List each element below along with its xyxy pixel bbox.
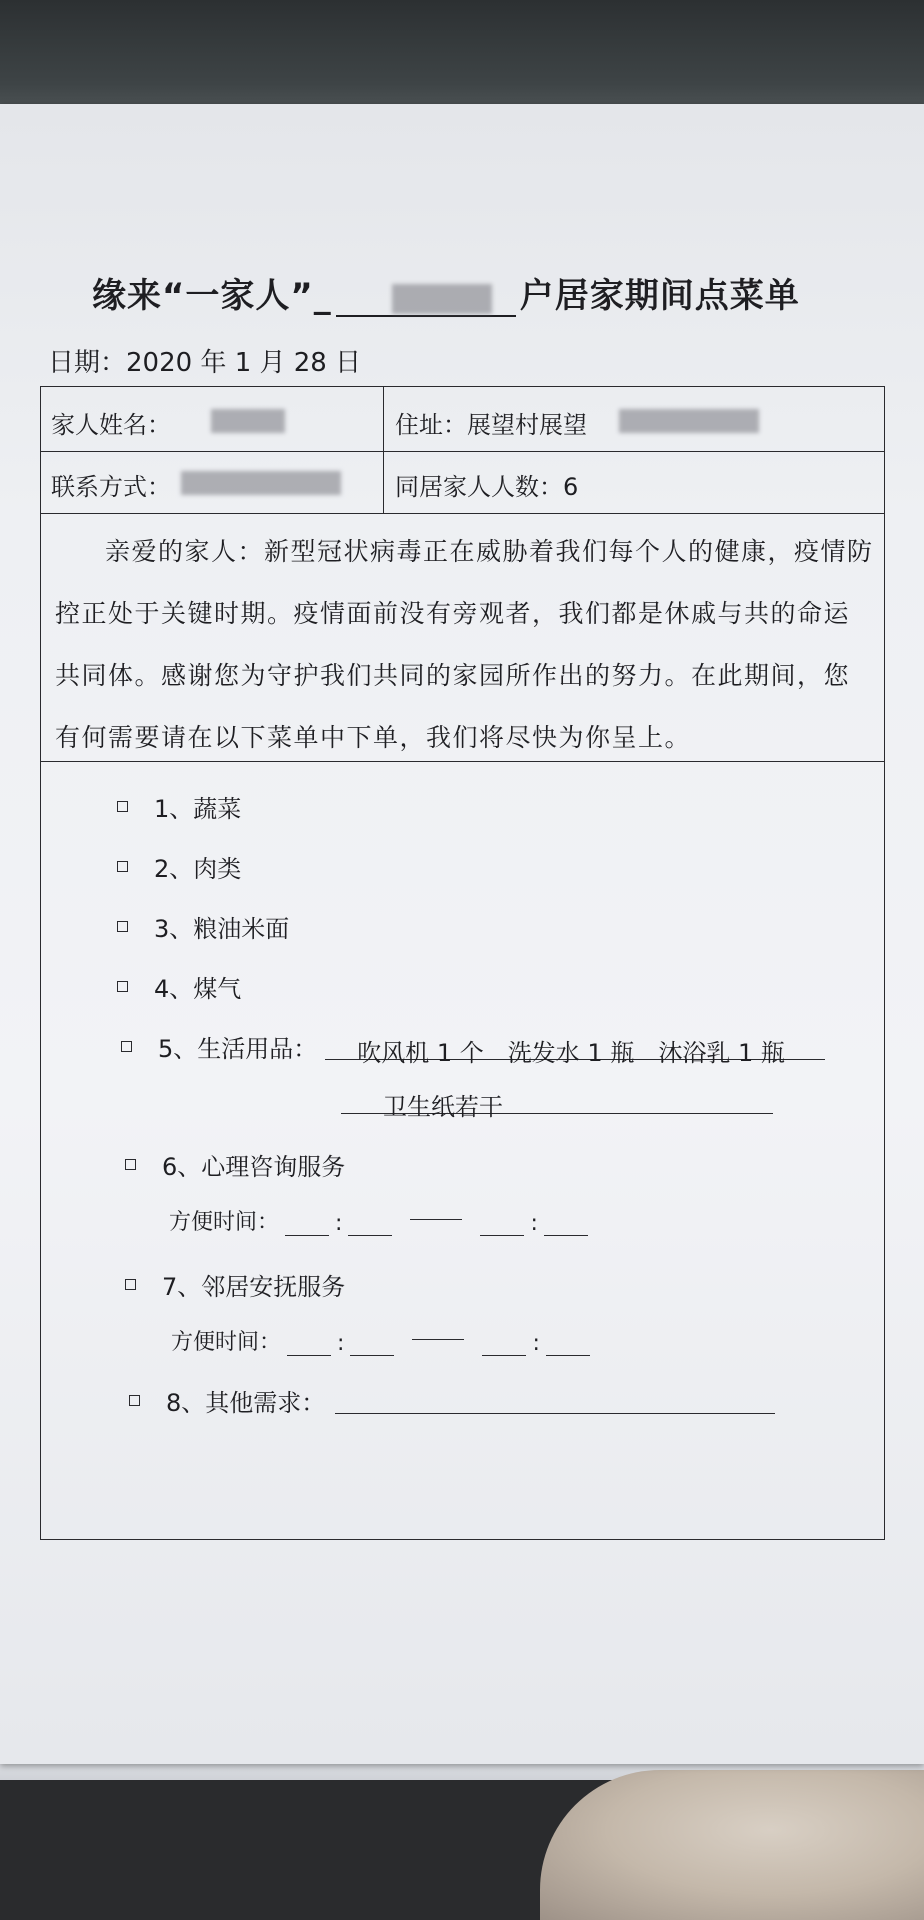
address-label: 住址：展望村展望	[395, 411, 587, 439]
time-row-counseling: 方便时间： : :	[169, 1205, 594, 1236]
background-top	[0, 0, 924, 120]
row-divider	[41, 513, 884, 514]
daily-goods-line-2: 卫生纸若干	[341, 1087, 773, 1114]
sweater-fabric	[540, 1770, 924, 1920]
item-other-needs[interactable]	[129, 1383, 775, 1418]
item-gas[interactable]	[117, 969, 241, 1004]
item-vegetables[interactable]	[117, 789, 241, 824]
item-meat[interactable]	[117, 849, 241, 884]
item-daily-goods[interactable]	[121, 1029, 825, 1067]
item-grain-oil[interactable]	[117, 909, 289, 944]
time-row-comfort: 方便时间： : :	[171, 1325, 596, 1356]
item-label: 2、肉类	[154, 855, 242, 883]
column-divider	[383, 387, 384, 513]
item-label: 8、其他需求：	[166, 1389, 326, 1417]
item-label: 1、蔬菜	[154, 795, 242, 823]
address-redaction	[619, 409, 759, 433]
row-divider	[41, 451, 884, 452]
intro-paragraph	[55, 521, 875, 769]
intro-text: 亲爱的家人：新型冠状病毒正在威胁着我们每个人的健康，疫情防控正处于关键时期。疫情面前没有旁观者，我们都是休戚与共的命运共同体。感谢您为守护我们共同的家园所作出的努力。在此期间，您有何需要请在以下菜单中下单，我们将尽快为你呈上。	[55, 537, 874, 752]
date-line: 日期：2020 年 1 月 28 日	[48, 348, 362, 378]
other-needs-line[interactable]	[335, 1387, 775, 1414]
item-label: 7、邻居安抚服务	[162, 1273, 346, 1301]
form-title	[92, 268, 892, 317]
item-psych-counseling[interactable]	[125, 1147, 345, 1182]
time-label: 方便时间：	[171, 1330, 282, 1355]
daily-goods-line-1: 吹风机 1 个 洗发水 1 瓶 沐浴乳 1 瓶	[325, 1033, 825, 1060]
item-label: 6、心理咨询服务	[162, 1153, 346, 1181]
contact-label: 联系方式：	[51, 473, 171, 501]
redaction-mark	[392, 284, 492, 314]
daily-goods-line-2-wrap	[341, 1087, 773, 1121]
household-count: 同居家人人数：6	[395, 473, 579, 501]
order-form-table	[40, 386, 885, 1540]
name-label: 家人姓名：	[51, 411, 171, 439]
item-label: 5、生活用品：	[158, 1035, 318, 1063]
checkbox[interactable]	[121, 1041, 132, 1052]
title-suffix: 户居家期间点菜单	[519, 276, 800, 316]
item-label: 4、煤气	[154, 975, 242, 1003]
checkbox[interactable]	[117, 801, 128, 812]
checkbox[interactable]	[125, 1159, 136, 1170]
checkbox[interactable]	[129, 1395, 140, 1406]
checkbox[interactable]	[117, 861, 128, 872]
checkbox[interactable]	[117, 981, 128, 992]
contact-redaction	[181, 471, 341, 495]
item-label: 3、粮油米面	[154, 915, 290, 943]
title-prefix: 缘来“一家人”_	[92, 276, 332, 316]
checkbox[interactable]	[117, 921, 128, 932]
name-redaction	[211, 409, 285, 433]
item-neighbor-comfort[interactable]	[125, 1267, 345, 1302]
checkbox[interactable]	[125, 1279, 136, 1290]
time-label: 方便时间：	[169, 1210, 280, 1235]
